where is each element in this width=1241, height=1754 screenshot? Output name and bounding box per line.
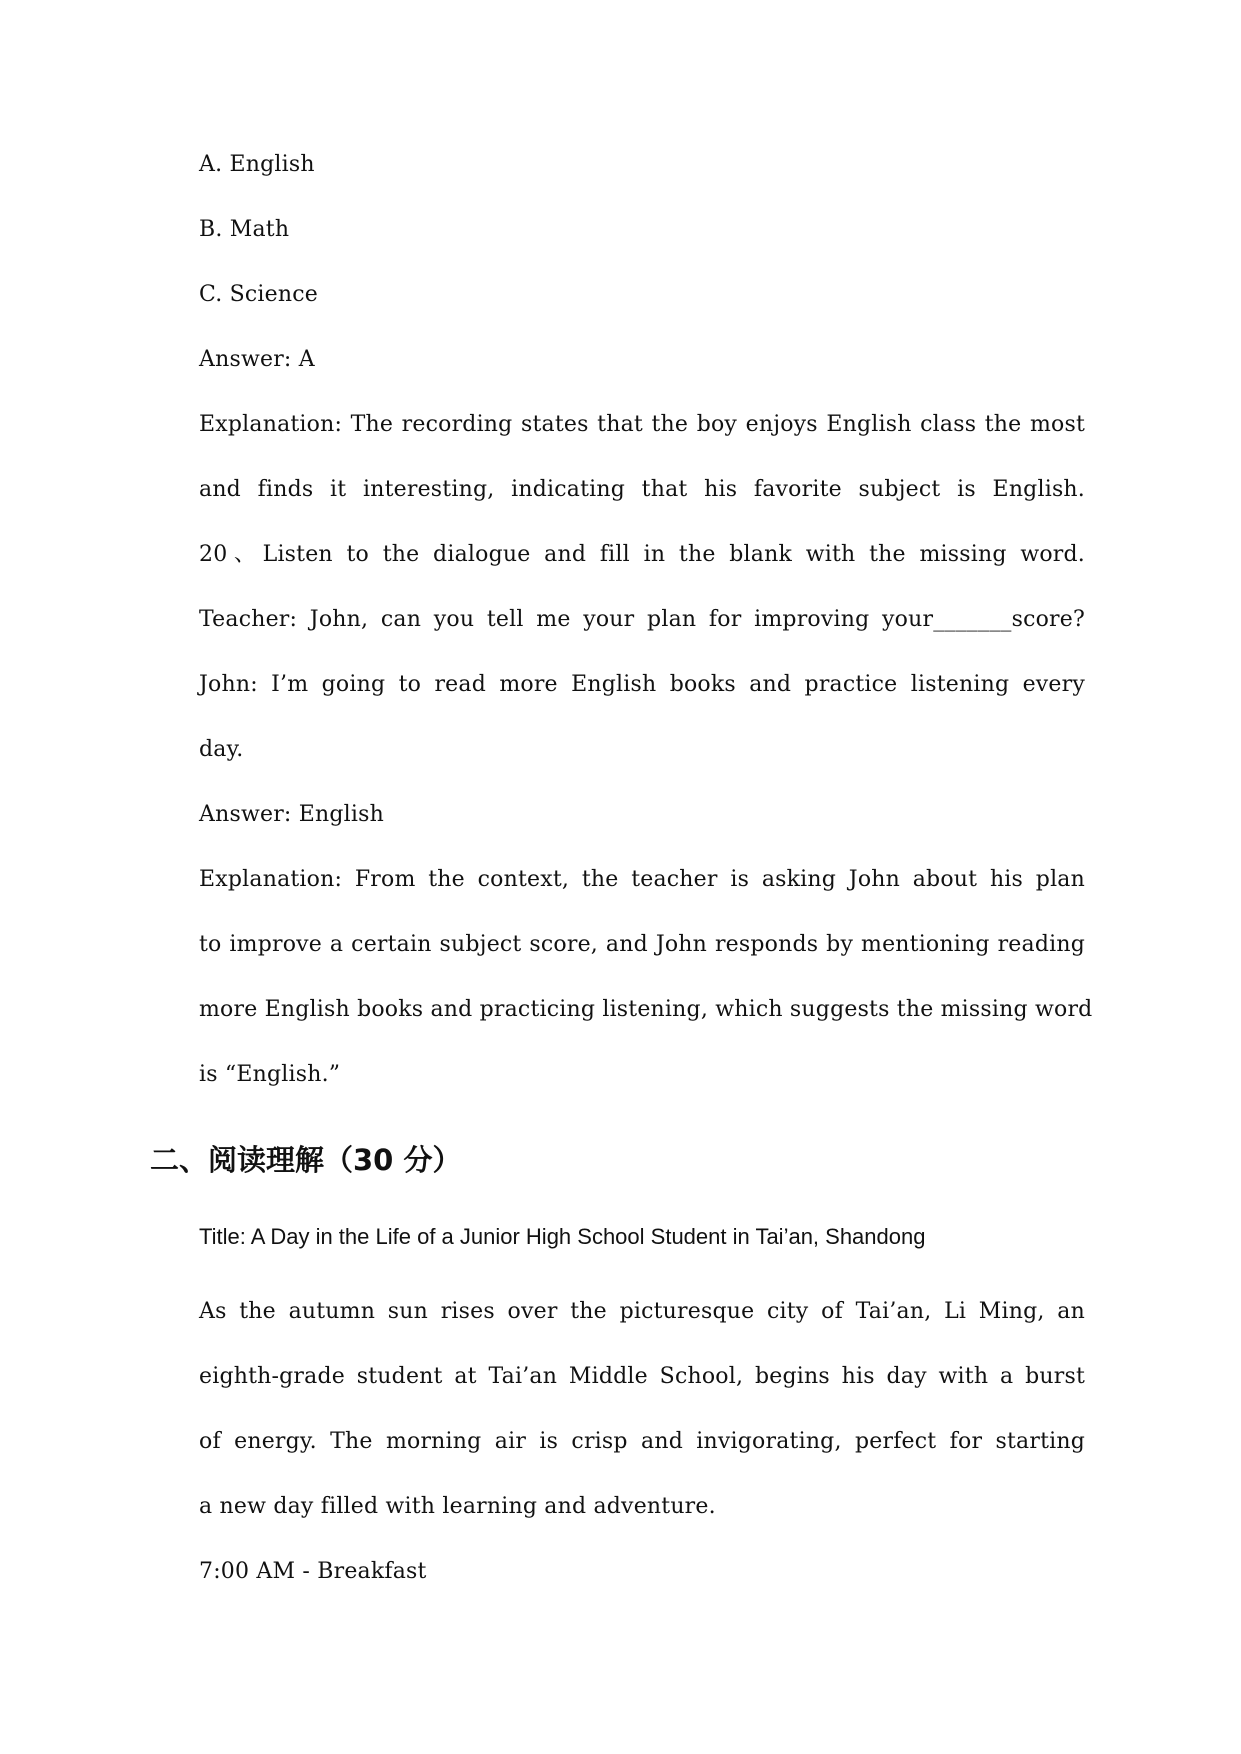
reading-title: Title: A Day in the Life of a Junior High School Student in Tai’an, Shandong bbox=[199, 1224, 926, 1249]
option-a: A. English bbox=[199, 152, 315, 177]
question-20-prompt: 20、Listen to the dialogue and fill in the blank with the missing word. bbox=[199, 542, 1085, 567]
explanation-20-line-2: to improve a certain subject score, and John responds by mentioning reading bbox=[199, 932, 1085, 957]
option-c: C. Science bbox=[199, 282, 318, 307]
answer-19: Answer: A bbox=[199, 347, 315, 372]
explanation-20-line-3: more English books and practicing listening, which suggests the missing word bbox=[199, 997, 1093, 1022]
teacher-line: Teacher: John, can you tell me your plan for improving your_______score? bbox=[199, 607, 1085, 632]
paragraph-line-1: As the autumn sun rises over the picturesque city of Tai’an, Li Ming, an bbox=[199, 1299, 1085, 1324]
john-line-1: John: I’m going to read more English books and practice listening every bbox=[199, 672, 1085, 697]
paragraph-line-4: a new day filled with learning and adventure. bbox=[199, 1494, 716, 1519]
paragraph-line-2: eighth-grade student at Tai’an Middle School, begins his day with a burst bbox=[199, 1364, 1085, 1389]
john-line-2: day. bbox=[199, 737, 244, 762]
explanation-20-line-1: Explanation: From the context, the teacher is asking John about his plan bbox=[199, 867, 1085, 892]
paragraph-line-3: of energy. The morning air is crisp and invigorating, perfect for starting bbox=[199, 1429, 1085, 1454]
explanation-20-line-4: is “English.” bbox=[199, 1062, 341, 1087]
section-heading: 二、阅读理解（30 分） bbox=[150, 1143, 462, 1177]
answer-20: Answer: English bbox=[199, 802, 384, 827]
option-b: B. Math bbox=[199, 217, 290, 242]
explanation-19-line-1: Explanation: The recording states that the boy enjoys English class the most bbox=[199, 412, 1085, 437]
time-heading: 7:00 AM - Breakfast bbox=[199, 1559, 427, 1584]
explanation-19-line-2: and finds it interesting, indicating that his favorite subject is English. bbox=[199, 477, 1085, 502]
